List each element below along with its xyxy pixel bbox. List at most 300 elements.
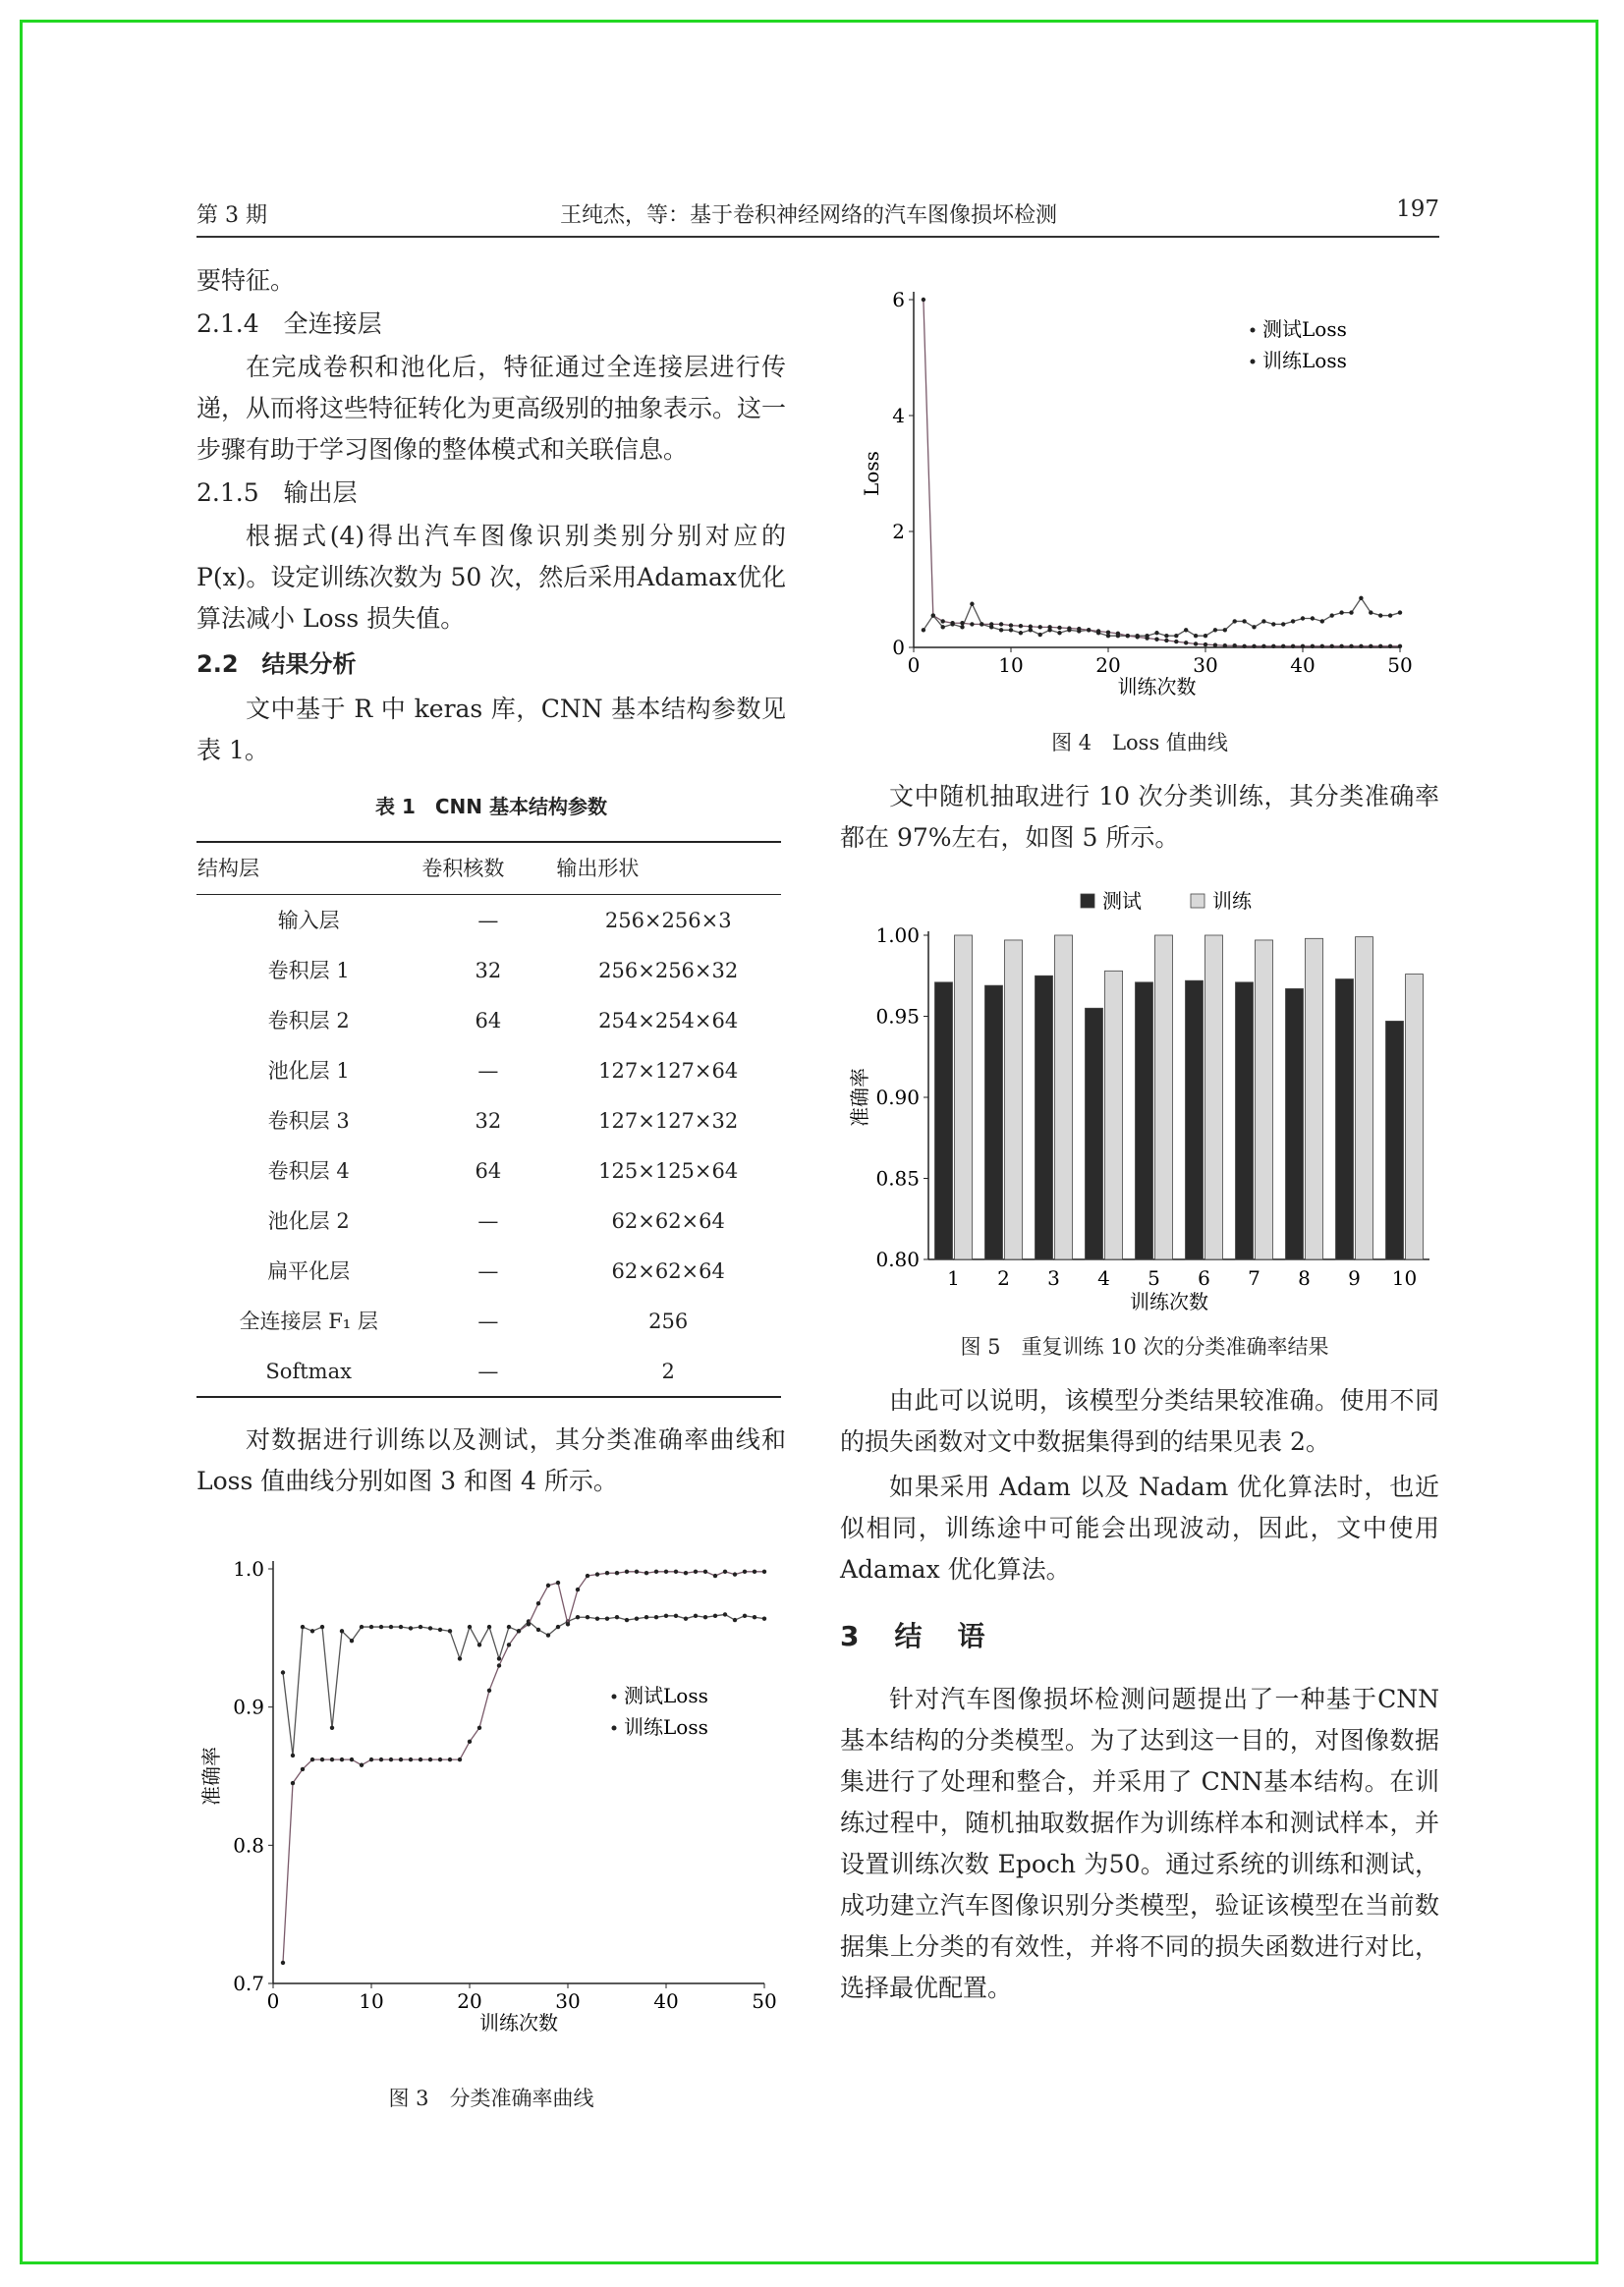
- data-point: [399, 1757, 403, 1761]
- y-tick-label: 1.00: [875, 923, 920, 947]
- data-point: [1126, 634, 1130, 638]
- data-point: [753, 1615, 756, 1619]
- bar: [985, 985, 1003, 1259]
- table-row: [196, 1045, 781, 1095]
- figure-3: [196, 1547, 786, 2117]
- data-point: [340, 1757, 344, 1761]
- data-point: [1136, 635, 1140, 639]
- table-cell: 64: [475, 1008, 502, 1032]
- data-point: [615, 1571, 619, 1575]
- data-point: [1019, 624, 1023, 628]
- x-axis-label: 训练次数: [1130, 1290, 1208, 1313]
- data-point: [468, 1625, 472, 1629]
- data-point: [595, 1572, 599, 1576]
- table-row: [196, 945, 781, 995]
- x-axis-label: 训练次数: [1117, 675, 1197, 698]
- x-tick-label: 40: [653, 1989, 679, 2013]
- x-axis-label: 训练次数: [479, 2011, 558, 2035]
- table-cell: 2: [555, 1346, 781, 1397]
- table-cell: —: [420, 1346, 555, 1397]
- table-cell: 卷积层 3: [267, 1108, 350, 1133]
- data-point: [1359, 644, 1363, 648]
- data-point: [970, 622, 974, 626]
- paragraph: 要特征。: [196, 266, 296, 295]
- data-point: [1271, 622, 1275, 626]
- data-point: [635, 1570, 639, 1574]
- cnn-structure-table: [196, 841, 781, 1398]
- data-point: [664, 1614, 668, 1618]
- data-point: [487, 1625, 491, 1629]
- data-point: [291, 1781, 295, 1785]
- data-point: [360, 1625, 364, 1629]
- paragraph: 文中随机抽取进行 10 次分类训练，其分类准确率都在 97%左右，如图 5 所示。: [840, 782, 1439, 852]
- bar: [1306, 938, 1323, 1259]
- section-heading-2-2: 2.2 结果分析: [196, 650, 357, 678]
- x-tick-label: 4: [1097, 1266, 1110, 1290]
- data-point: [1291, 619, 1295, 623]
- data-point: [586, 1615, 589, 1619]
- running-title: 王纯杰，等：基于卷积神经网络的汽车图像损坏检测: [560, 203, 1058, 228]
- data-point: [1349, 644, 1353, 648]
- data-point: [980, 622, 983, 626]
- data-point: [723, 1570, 727, 1574]
- data-point: [1349, 610, 1353, 614]
- data-point: [586, 1574, 589, 1578]
- legend-label: 训练Loss: [624, 1715, 708, 1739]
- data-point: [301, 1767, 305, 1771]
- legend-swatch: [1191, 894, 1204, 908]
- figure-caption: 图 4 Loss 值曲线: [1051, 731, 1228, 754]
- data-point: [1019, 631, 1023, 635]
- data-point: [674, 1614, 678, 1618]
- data-point: [310, 1629, 314, 1633]
- data-point: [1378, 644, 1382, 648]
- y-tick-label: 2: [892, 520, 905, 543]
- table-cell: 扁平化层: [267, 1258, 351, 1283]
- bar: [1155, 935, 1173, 1259]
- data-point: [576, 1588, 580, 1591]
- x-tick-label: 50: [752, 1989, 777, 2013]
- data-point: [605, 1571, 609, 1575]
- data-point: [1184, 641, 1188, 644]
- data-point: [1194, 634, 1198, 638]
- table-cell: 256×256×32: [598, 958, 739, 982]
- data-point: [1009, 628, 1013, 632]
- page-number: 197: [1396, 196, 1439, 222]
- data-point: [409, 1626, 413, 1630]
- table-header: 输出形状: [555, 842, 781, 895]
- series-line: [283, 1572, 764, 1963]
- data-point: [419, 1625, 422, 1629]
- loss-line-chart: [845, 275, 1434, 722]
- data-point: [350, 1757, 354, 1761]
- x-tick-label: 50: [1387, 653, 1413, 677]
- bar: [1136, 982, 1153, 1259]
- table-cell: 256×256×3: [604, 908, 732, 932]
- data-point: [1213, 628, 1217, 632]
- data-point: [1261, 619, 1265, 623]
- table-cell: 池化层 1: [267, 1058, 350, 1083]
- legend-marker: [612, 1695, 617, 1700]
- x-tick-label: 30: [1193, 653, 1218, 677]
- table-cell: 全连接层 F₁ 层: [239, 1309, 378, 1333]
- data-point: [320, 1757, 324, 1761]
- y-tick-label: 0.80: [875, 1248, 920, 1271]
- y-tick-label: 6: [892, 288, 905, 311]
- data-point: [458, 1656, 462, 1660]
- data-point: [301, 1625, 305, 1629]
- data-point: [733, 1572, 737, 1576]
- y-axis-label: 准确率: [199, 1747, 223, 1806]
- data-point: [291, 1754, 295, 1757]
- paragraph: 如果采用 Adam 以及 Nadam 优化算法时，也近似相同，训练途中可能会出现波动，因此，文中使用 Adamax 优化算法。: [840, 1473, 1439, 1584]
- data-point: [1398, 644, 1402, 648]
- data-point: [931, 613, 935, 617]
- data-point: [448, 1757, 452, 1761]
- data-point: [1038, 625, 1042, 629]
- data-point: [941, 625, 945, 629]
- data-point: [1369, 644, 1372, 648]
- data-point: [360, 1763, 364, 1767]
- data-point: [556, 1625, 560, 1629]
- data-point: [330, 1726, 334, 1730]
- data-point: [556, 1581, 560, 1585]
- data-point: [1233, 619, 1237, 623]
- paragraph: 文中基于 R 中 keras 库，CNN 基本结构参数见表 1。: [196, 695, 786, 764]
- x-tick-label: 1: [947, 1266, 960, 1290]
- y-tick-label: 0: [892, 636, 905, 659]
- x-tick-label: 20: [457, 1989, 482, 2013]
- data-point: [1154, 631, 1158, 635]
- data-point: [922, 298, 925, 302]
- data-point: [310, 1757, 314, 1761]
- paragraph: 针对汽车图像损坏检测问题提出了一种基于CNN 基本结构的分类模型。为了达到这一目的，对图像数据集进行了处理和整合，并采用了 CNN基本结构。在训练过程中，随机抽取数据作为训练样本和测试样本，并设置训练次数 Epoch 为50。通过系统的训练和测试，成功建立汽车图像识别分类模型，验证该模型在当前数据集上分类的有效性，并将不同的损失函数进行对比，选择最优配置。: [840, 1685, 1439, 2002]
- data-point: [922, 628, 925, 632]
- data-point: [753, 1570, 756, 1574]
- data-point: [723, 1612, 727, 1616]
- table-cell: 32: [475, 1108, 502, 1133]
- data-point: [1339, 644, 1343, 648]
- data-point: [989, 622, 993, 626]
- data-point: [654, 1615, 658, 1619]
- x-tick-label: 10: [998, 653, 1024, 677]
- table-cell: 卷积层 1: [267, 958, 350, 982]
- data-point: [615, 1615, 619, 1619]
- data-point: [684, 1616, 688, 1620]
- data-point: [762, 1570, 766, 1574]
- table-cell: —: [477, 1258, 499, 1283]
- legend-label: 测试: [1102, 889, 1142, 913]
- data-point: [1252, 644, 1256, 648]
- data-point: [379, 1625, 383, 1629]
- table-cell: 256: [648, 1309, 689, 1333]
- data-point: [340, 1629, 344, 1633]
- data-point: [941, 619, 945, 623]
- data-point: [389, 1625, 393, 1629]
- bar: [1055, 935, 1073, 1259]
- data-point: [1204, 634, 1207, 638]
- data-point: [1261, 644, 1265, 648]
- data-point: [970, 602, 974, 606]
- figure-caption: 图 5 重复训练 10 次的分类准确率结果: [960, 1335, 1329, 1359]
- data-point: [644, 1615, 648, 1619]
- data-point: [369, 1625, 373, 1629]
- data-point: [477, 1643, 481, 1646]
- table-cell: Softmax: [196, 1346, 420, 1397]
- data-point: [1281, 622, 1285, 626]
- data-point: [1009, 623, 1013, 627]
- data-point: [1242, 644, 1246, 648]
- data-point: [1320, 619, 1324, 623]
- data-point: [527, 1622, 531, 1626]
- right-column-bottom: [840, 1380, 1439, 2009]
- legend-label: 训练Loss: [1262, 349, 1347, 372]
- data-point: [1164, 634, 1168, 638]
- data-point: [507, 1625, 511, 1629]
- bar: [1336, 979, 1354, 1259]
- data-point: [625, 1618, 629, 1622]
- paragraph: 在完成卷积和池化后，特征通过全连接层进行传递，从而将这些特征转化为更高级别的抽象表示。这一步骤有助于学习图像的整体模式和关联信息。: [196, 353, 787, 464]
- section-heading-2-1-5: 2.1.5 输出层: [196, 478, 358, 507]
- bar: [1286, 988, 1304, 1259]
- data-point: [644, 1571, 648, 1575]
- table-cell: 卷积层 4: [267, 1158, 350, 1183]
- data-point: [1301, 616, 1305, 620]
- bar: [955, 935, 973, 1259]
- x-tick-label: 3: [1047, 1266, 1060, 1290]
- section-heading-2-1-4: 2.1.4 全连接层: [196, 309, 382, 338]
- paragraph: 由此可以说明，该模型分类结果较准确。使用不同的损失函数对文中数据集得到的结果见表 2。: [840, 1386, 1439, 1456]
- x-tick-label: 9: [1348, 1266, 1361, 1290]
- bar: [1356, 937, 1373, 1259]
- figure-4: [845, 275, 1434, 766]
- accuracy-line-chart: [196, 1547, 786, 2078]
- y-tick-label: 0.7: [233, 1972, 264, 1995]
- table-row: [196, 995, 781, 1045]
- data-point: [664, 1570, 668, 1574]
- data-point: [999, 622, 1003, 626]
- data-point: [399, 1625, 403, 1629]
- bar: [1005, 940, 1023, 1259]
- x-tick-label: 6: [1198, 1266, 1210, 1290]
- data-point: [1223, 628, 1227, 632]
- paragraph: 对数据进行训练以及测试，其分类准确率曲线和 Loss 值曲线分别如图 3 和图 4 所示。: [196, 1425, 786, 1495]
- data-point: [536, 1601, 540, 1605]
- data-point: [477, 1726, 481, 1730]
- table-row: [196, 1246, 781, 1296]
- data-point: [487, 1689, 491, 1693]
- data-point: [1359, 596, 1363, 600]
- bar: [1086, 1008, 1103, 1259]
- y-tick-label: 0.9: [233, 1695, 264, 1719]
- legend-swatch: [1081, 894, 1094, 908]
- data-point: [1047, 625, 1051, 629]
- data-point: [409, 1757, 413, 1761]
- legend-marker: [1251, 328, 1256, 333]
- legend-label: 测试Loss: [1262, 317, 1347, 341]
- data-point: [1291, 644, 1295, 648]
- data-point: [713, 1614, 717, 1618]
- data-point: [1388, 644, 1392, 648]
- data-point: [1330, 644, 1334, 648]
- legend-label: 测试Loss: [624, 1684, 708, 1707]
- bar: [1256, 940, 1273, 1259]
- data-point: [546, 1584, 550, 1588]
- data-point: [379, 1757, 383, 1761]
- data-point: [1184, 628, 1188, 632]
- y-tick-label: 1.0: [233, 1557, 264, 1581]
- data-point: [1087, 628, 1091, 632]
- accuracy-bar-chart: [845, 874, 1444, 1326]
- data-point: [546, 1633, 550, 1637]
- data-point: [1116, 632, 1120, 636]
- data-point: [1096, 629, 1100, 633]
- data-point: [1330, 613, 1334, 617]
- data-point: [1388, 613, 1392, 617]
- data-point: [960, 621, 964, 625]
- data-point: [281, 1670, 285, 1674]
- table-header: 卷积核数: [420, 842, 555, 895]
- data-point: [536, 1628, 540, 1632]
- table-cell: 32: [475, 958, 502, 982]
- data-point: [566, 1622, 570, 1626]
- data-point: [743, 1614, 747, 1618]
- data-point: [605, 1616, 609, 1620]
- paragraph: 根据式(4)得出汽车图像识别类别分别对应的P(x)。设定训练次数为 50 次，然后采用Adamax优化算法减小 Loss 损失值。: [196, 522, 786, 633]
- x-tick-label: 40: [1290, 653, 1316, 677]
- y-axis-label: 准确率: [848, 1068, 871, 1127]
- data-point: [1233, 643, 1237, 647]
- table-row: [196, 1196, 781, 1246]
- data-point: [694, 1614, 698, 1618]
- y-tick-label: 0.85: [875, 1166, 920, 1191]
- bar: [1406, 975, 1424, 1259]
- table-row: [196, 1145, 781, 1196]
- table-row: [196, 1296, 781, 1346]
- series-line: [924, 598, 1400, 636]
- data-point: [654, 1570, 658, 1574]
- x-tick-label: 0: [907, 653, 921, 677]
- data-point: [960, 625, 964, 629]
- data-point: [369, 1757, 373, 1761]
- table-cell: 池化层 2: [267, 1208, 350, 1233]
- bar: [1205, 935, 1223, 1259]
- data-point: [1057, 631, 1061, 635]
- data-point: [703, 1615, 707, 1619]
- table-cell: 62×62×64: [611, 1208, 725, 1233]
- data-point: [1213, 642, 1217, 646]
- x-tick-label: 7: [1248, 1266, 1260, 1290]
- x-tick-label: 2: [997, 1266, 1010, 1290]
- table-cell: 125×125×64: [598, 1158, 739, 1183]
- bar: [1236, 982, 1254, 1259]
- data-point: [743, 1570, 747, 1574]
- data-point: [448, 1629, 452, 1633]
- y-tick-label: 0.95: [875, 1004, 920, 1029]
- table-cell: 127×127×64: [598, 1058, 739, 1083]
- data-point: [330, 1757, 334, 1761]
- data-point: [517, 1629, 521, 1633]
- data-point: [1242, 619, 1246, 623]
- section-heading-3: 3 结 语: [840, 1620, 989, 1652]
- left-column: [196, 260, 786, 1502]
- data-point: [1038, 633, 1042, 637]
- running-header: [196, 196, 1439, 238]
- data-point: [1223, 643, 1227, 647]
- data-point: [674, 1570, 678, 1574]
- y-tick-label: 4: [892, 404, 905, 427]
- bar: [935, 982, 953, 1259]
- data-point: [438, 1628, 442, 1632]
- table-cell: 输入层: [277, 908, 340, 932]
- figure-5: [845, 874, 1444, 1366]
- x-tick-label: 5: [1148, 1266, 1160, 1290]
- data-point: [468, 1740, 472, 1744]
- data-point: [999, 628, 1003, 632]
- data-point: [733, 1618, 737, 1622]
- data-point: [1029, 625, 1033, 629]
- data-point: [1174, 640, 1178, 643]
- data-point: [428, 1757, 432, 1761]
- data-point: [1311, 644, 1315, 648]
- table-cell: —: [477, 1058, 499, 1083]
- data-point: [320, 1625, 324, 1629]
- table-cell: —: [477, 908, 499, 932]
- data-point: [1378, 613, 1382, 617]
- legend-label: 训练: [1212, 889, 1252, 913]
- data-point: [1067, 626, 1071, 630]
- table-cell: 254×254×64: [598, 1008, 739, 1032]
- table-cell: 64: [475, 1158, 502, 1183]
- table-cell: —: [477, 1208, 499, 1233]
- table-cell: 卷积层 2: [267, 1008, 350, 1032]
- bar: [1386, 1021, 1404, 1259]
- right-column-top: [840, 776, 1439, 859]
- data-point: [497, 1663, 501, 1667]
- data-point: [1339, 610, 1343, 614]
- data-point: [1194, 641, 1198, 645]
- data-point: [1204, 642, 1207, 646]
- table-cell: 62×62×64: [611, 1258, 725, 1283]
- data-point: [1106, 630, 1110, 634]
- data-point: [595, 1616, 599, 1620]
- data-point: [684, 1571, 688, 1575]
- data-point: [762, 1616, 766, 1620]
- data-point: [576, 1615, 580, 1619]
- data-point: [1369, 610, 1372, 614]
- x-tick-label: 10: [1391, 1266, 1418, 1290]
- data-point: [1252, 625, 1256, 629]
- y-axis-label: Loss: [860, 451, 883, 496]
- data-point: [1271, 644, 1275, 648]
- x-tick-label: 10: [359, 1989, 384, 2013]
- data-point: [497, 1656, 501, 1660]
- data-point: [1320, 644, 1324, 648]
- data-point: [438, 1757, 442, 1761]
- data-point: [1057, 626, 1061, 630]
- data-point: [625, 1570, 629, 1574]
- data-point: [703, 1570, 707, 1574]
- data-point: [350, 1639, 354, 1643]
- legend-marker: [612, 1726, 617, 1731]
- data-point: [694, 1570, 698, 1574]
- data-point: [635, 1616, 639, 1620]
- data-point: [389, 1757, 393, 1761]
- data-point: [1077, 627, 1081, 631]
- x-tick-label: 0: [266, 1989, 280, 2013]
- table-row: [196, 1346, 781, 1397]
- data-point: [950, 621, 954, 625]
